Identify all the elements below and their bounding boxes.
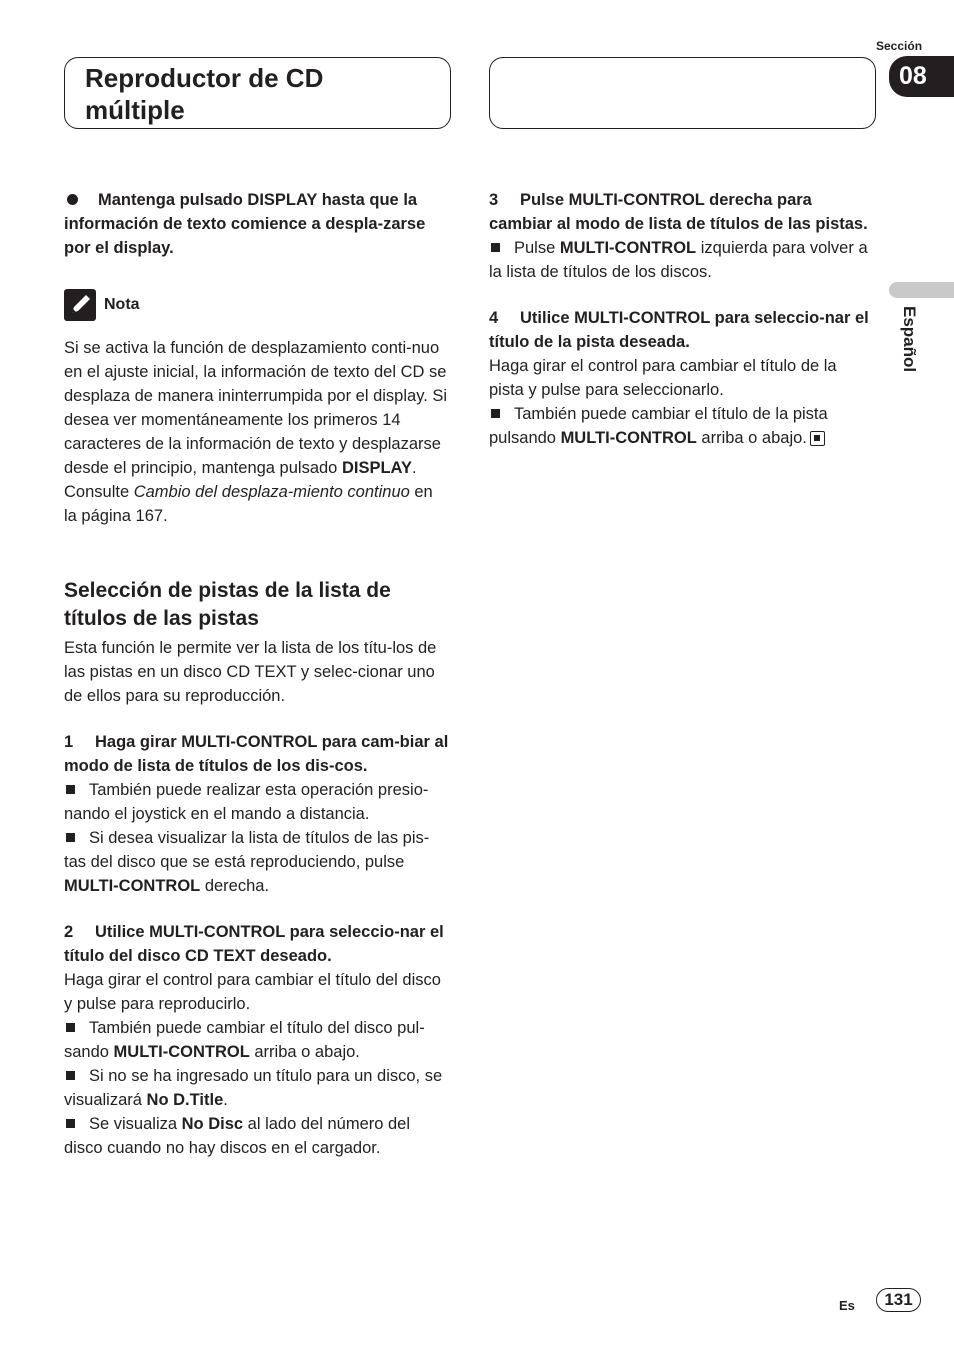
square-bullet-icon [491,243,500,252]
step-text: Haga girar MULTI-CONTROL para cam-biar al modo de lista de títulos de los dis-cos. [64,733,449,775]
step-1-bullet-2 [64,826,449,898]
intro-instruction [64,188,449,260]
chapter-title-box [64,57,451,129]
header-empty-box [489,57,876,129]
step-4-bullet-1 [489,402,874,450]
step-text: Utilice MULTI-CONTROL para seleccio-nar el título del disco CD TEXT deseado. [64,923,444,965]
chapter-title-line1: Reproductor de CD [85,63,324,93]
bullet-text: También puede cambiar el título de la pista pulsando [489,405,828,447]
note-text: Si se activa la función de desplazamiento conti-nuo en el ajuste inicial, la información de texto del CD se desplaza de manera ininterrumpida por el display. Si desea ver momentáneamente los primeros 14 caracteres de la información de texto y desplazarse desde el principio, mantenga pulsado [64,339,448,477]
bullet-text: Pulse [514,239,560,257]
section-heading: Selección de pistas de la lista de títulos de las pistas [64,579,391,630]
square-bullet-icon [66,785,75,794]
bullet-text: Se visualiza [89,1115,182,1133]
end-of-section-icon [810,431,825,446]
step-4 [489,306,874,354]
bullet-text: Si desea visualizar la lista de títulos de las pis-tas del disco que se está reproduciendo, pulse [64,829,430,871]
bullet-text-end: izquierda para volver a la lista de títulos de los discos. [489,239,868,281]
bullet-text: También puede realizar esta operación presio-nando el joystick en el mando a distancia. [64,781,429,823]
page-number: 131 [876,1288,921,1312]
square-bullet-icon [66,1071,75,1080]
note-header [64,288,449,322]
square-bullet-icon [66,1023,75,1032]
right-column [489,188,874,450]
step-3-bullet-1 [489,236,874,284]
bullet-bold: MULTI-CONTROL [113,1043,250,1061]
bullet-bold: MULTI-CONTROL [559,239,697,257]
step-3 [489,188,874,236]
bullet-bold: MULTI-CONTROL [560,429,697,447]
note-reference: Cambio del desplaza-miento continuo [133,483,410,501]
step-2-bullet-3 [64,1112,449,1160]
intro-text: Mantenga pulsado DISPLAY hasta que la información de texto comience a despla-zarse por el display. [64,191,426,257]
step-number: 4 [489,309,499,327]
note-text-end: en la página 167. [64,483,433,525]
bullet-text: Si no se ha ingresado un título para un disco, se visualizará [64,1067,443,1109]
bullet-text: También puede cambiar el título del disco pul-sando [64,1019,425,1061]
footer-language-code: Es [839,1298,855,1313]
step-2-bullet-1 [64,1016,449,1064]
left-column [64,188,449,1160]
square-bullet-icon [66,1119,75,1128]
chapter-title [85,62,323,126]
bullet-text-end: arriba o abajo. [249,1043,360,1061]
section-label: Sección [876,39,923,53]
step-number: 2 [64,923,74,941]
bullet-bold: MULTI-CONTROL [64,877,201,895]
step-4-body: Haga girar el control para cambiar el título de la pista y pulse para seleccionarlo. [489,357,837,399]
chapter-title-line2: múltiple [85,95,185,125]
step-1 [64,730,449,778]
bullet-bold: No D.Title [146,1091,224,1109]
step-2-bullet-2 [64,1064,449,1112]
note-body [64,336,449,528]
step-number: 3 [489,191,499,209]
note-pencil-icon [64,289,96,321]
step-text: Utilice MULTI-CONTROL para seleccio-nar el título de la pista deseada. [489,309,869,351]
language-tab [889,282,954,298]
section-number-badge: 08 [889,56,954,97]
step-1-bullet-1 [64,778,449,826]
bullet-text-end: . [223,1091,228,1109]
step-text: Pulse MULTI-CONTROL derecha para cambiar al modo de lista de títulos de las pistas. [489,191,868,233]
note-text-mid: . Consulte [64,459,417,501]
square-bullet-icon [491,409,500,418]
bullet-dot-icon [67,194,78,205]
step-2 [64,920,449,968]
bullet-bold: No Disc [181,1115,244,1133]
bullet-text-end: arriba o abajo. [696,429,807,447]
step-number: 1 [64,733,74,751]
square-bullet-icon [66,833,75,842]
section-intro: Esta función le permite ver la lista de los títu-los de las pistas en un disco CD TEXT y selec-cionar uno de ellos para su reproducción. [64,639,437,705]
step-2-body: Haga girar el control para cambiar el título del disco y pulse para reproducirlo. [64,971,441,1013]
note-label: Nota [104,296,140,313]
language-label: Español [900,306,919,373]
bullet-text-end: derecha. [200,877,270,895]
bullet-text-end: al lado del número del disco cuando no hay discos en el cargador. [64,1115,411,1157]
language-label-wrap [895,306,935,406]
note-bold: DISPLAY [341,459,412,477]
